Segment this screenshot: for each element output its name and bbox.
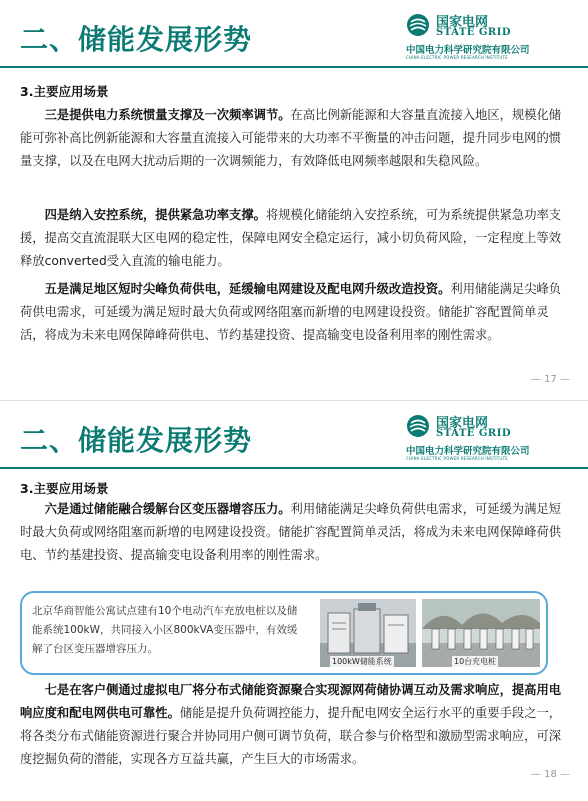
paragraph-4 [20,204,568,273]
logo-institute-cn: 中国电力科学研究院有限公司 [406,446,530,457]
paragraph-3-body: 在高比例新能源和大容量直流接入地区，规模化储能可弥补高比例新能源和大容量直流接入可能带来的大功率不平衡量的冲击问题，提升同步电网的惯量支撑，以及在电网大扰动后期的一次调频能力，有效降低电网频率越限和失稳风险。 [20,108,562,168]
page-number: — 17 — [530,374,570,385]
state-grid-emblem-icon [406,13,430,37]
logo-name-en: STATE GRID [436,428,512,439]
paragraph-4-lead: 四是纳入安控系统，提供紧急功率支撑。 [44,208,266,222]
title-divider [0,467,588,469]
logo-institute-cn: 中国电力科学研究院有限公司 [406,45,530,56]
case-study-text: 北京华商智能公寓试点建有10个电动汽车充放电桩以及储能系统100kW，共同接入小区800kVA变压器中，有效缓解了台区变压器增容压力。 [32,605,298,655]
logo-institute-en: CHINA ELECTRIC POWER RESEARCH INSTITUTE [406,456,508,461]
paragraph-3-lead: 三是提供电力系统惯量支撑及一次频率调节。 [44,108,291,122]
paragraph-5 [20,278,568,347]
page-number: — 18 — [530,769,570,780]
case-study-box [20,591,548,675]
paragraph-4-body: 将规模化储能纳入安控系统，可为系统提供紧急功率支援，提高交直流混联大区电网的稳定性，保障电网安全稳定运行，减小切负荷风险，一定程度上等效释放converted受入直流的输电能力。 [20,208,562,268]
photo2-caption: 10台充电桩 [454,657,497,666]
paragraph-6-body: 利用储能满足尖峰负荷供电需求，可延缓为满足短时最大负荷或网络阻塞而新增的电网建设投资。储能扩容配置简单灵活，将成为未来电网保障峰荷供电、节约基建投资、提高输变电设备利用率的刚性需求。 [20,502,562,562]
slide-page-17 [0,0,588,400]
logo-name-cn: 国家电网 [436,15,489,30]
storage-system-photo [320,599,416,667]
logo-name-cn: 国家电网 [436,416,489,431]
charging-pile-photo [422,599,540,667]
logo-name-en: STATE GRID [436,27,512,38]
paragraph-7-lead: 七是在客户侧通过虚拟电厂将分布式储能资源聚合实现源网荷储协调互动及需求响应，提高用电响应度和配电网供电可靠性。 [20,683,562,720]
paragraph-6-lead: 六是通过储能融合缓解台区变压器增容压力。 [44,502,291,516]
page-title: 二、储能发展形势 [20,424,253,457]
state-grid-emblem-icon [406,414,430,438]
state-grid-logo [406,10,578,62]
page-title: 二、储能发展形势 [20,23,253,56]
slide-page-18 [0,400,588,801]
state-grid-logo [406,411,578,463]
paragraph-5-lead: 五是满足地区短时尖峰负荷供电，延缓输电网建设及配电网升级改造投资。 [44,282,451,296]
title-divider [0,66,588,68]
paragraph-5-body: 利用储能满足尖峰负荷供电需求，可延缓为满足短时最大负荷或网络阻塞而新增的电网建设投资。储能扩容配置简单灵活，将成为未来电网保障峰荷供电、节约基建投资、提高输变电设备利用率的刚性需求。 [20,282,562,342]
paragraph-7 [20,679,568,771]
paragraph-7-body: 储能是提升负荷调控能力，提升配电网安全运行水平的重要手段之一，将各类分布式储能资源进行聚合并协同用户侧可调节负荷，联合参与价格型和激励型需求响应，可深度挖掘负荷的潜能，实现各方互益共赢，产生巨大的市场需求。 [20,706,562,766]
paragraph-6 [20,498,568,567]
paragraph-3 [20,104,568,173]
logo-institute-en: CHINA ELECTRIC POWER RESEARCH INSTITUTE [406,55,508,60]
photo1-caption: 100kW储能系统 [332,657,392,666]
section-heading: 3.主要应用场景 [20,84,109,99]
section-heading: 3.主要应用场景 [20,481,109,496]
